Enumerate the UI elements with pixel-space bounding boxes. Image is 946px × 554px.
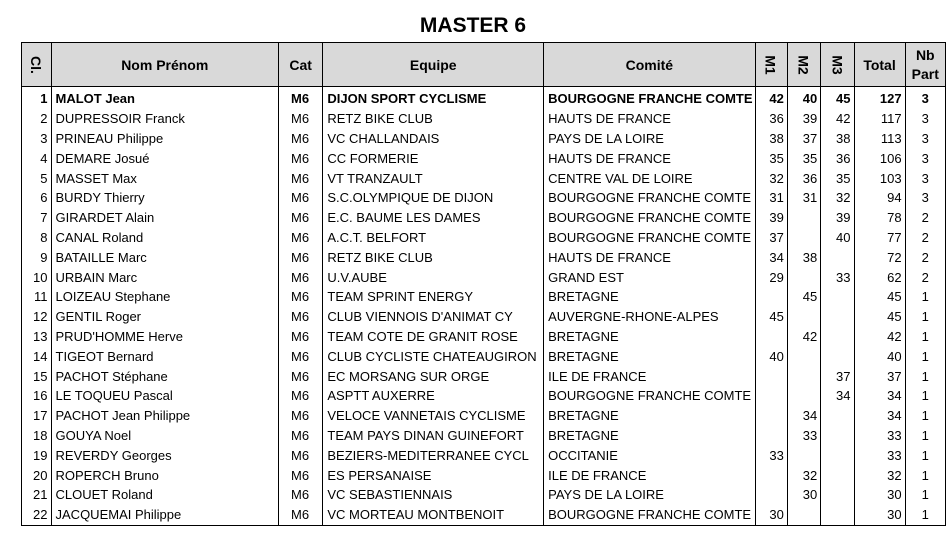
m1-cell: 35 — [755, 148, 787, 168]
header-m1: M1 — [755, 43, 787, 87]
table-row — [22, 188, 946, 208]
m3-cell — [821, 287, 854, 307]
total-cell: 40 — [854, 346, 905, 366]
table-row — [22, 109, 946, 129]
committee-cell: BOURGOGNE FRANCHE COMTE — [544, 208, 755, 228]
team-cell: ASPTT AUXERRE — [323, 386, 544, 406]
committee-cell: BOURGOGNE FRANCHE COMTE — [544, 228, 755, 248]
rank-cell: 22 — [22, 505, 52, 525]
nb-part-cell: 2 — [905, 228, 945, 248]
table-row — [22, 505, 946, 525]
nb-part-cell: 1 — [905, 346, 945, 366]
name-cell: LE TOQUEU Pascal — [51, 386, 278, 406]
m1-cell — [755, 465, 787, 485]
team-cell: TEAM PAYS DINAN GUINEFORT — [323, 426, 544, 446]
total-cell: 33 — [854, 445, 905, 465]
category-cell: M6 — [278, 87, 322, 109]
total-cell: 72 — [854, 247, 905, 267]
m1-cell — [755, 485, 787, 505]
m1-cell — [755, 406, 787, 426]
category-cell: M6 — [278, 307, 322, 327]
committee-cell: OCCITANIE — [544, 445, 755, 465]
rank-cell: 8 — [22, 228, 52, 248]
m3-cell: 38 — [821, 129, 854, 149]
m1-cell: 33 — [755, 445, 787, 465]
m2-cell: 34 — [787, 406, 820, 426]
table-row — [22, 208, 946, 228]
name-cell: BATAILLE Marc — [51, 247, 278, 267]
m1-cell: 39 — [755, 208, 787, 228]
rank-cell: 19 — [22, 445, 52, 465]
m2-cell: 30 — [787, 485, 820, 505]
m3-cell — [821, 465, 854, 485]
m1-cell: 31 — [755, 188, 787, 208]
committee-cell: BRETAGNE — [544, 406, 755, 426]
header-total: Total — [854, 43, 905, 87]
m1-cell — [755, 366, 787, 386]
m2-cell — [787, 228, 820, 248]
rank-cell: 17 — [22, 406, 52, 426]
team-cell: EC MORSANG SUR ORGE — [323, 366, 544, 386]
committee-cell: HAUTS DE FRANCE — [544, 148, 755, 168]
nb-part-cell: 1 — [905, 406, 945, 426]
m1-cell: 29 — [755, 267, 787, 287]
m3-cell — [821, 485, 854, 505]
total-cell: 113 — [854, 129, 905, 149]
m1-cell — [755, 386, 787, 406]
committee-cell: BOURGOGNE FRANCHE COMTE — [544, 87, 755, 109]
name-cell: CLOUET Roland — [51, 485, 278, 505]
category-cell: M6 — [278, 188, 322, 208]
total-cell: 78 — [854, 208, 905, 228]
m3-cell: 45 — [821, 87, 854, 109]
nb-part-cell: 3 — [905, 109, 945, 129]
name-cell: PACHOT Jean Philippe — [51, 406, 278, 426]
page-title: MASTER 6 — [419, 14, 527, 37]
table-body — [22, 87, 946, 526]
nb-part-cell: 3 — [905, 129, 945, 149]
total-cell: 33 — [854, 426, 905, 446]
nb-part-cell: 1 — [905, 386, 945, 406]
category-cell: M6 — [278, 406, 322, 426]
category-cell: M6 — [278, 327, 322, 347]
team-cell: E.C. BAUME LES DAMES — [323, 208, 544, 228]
nb-part-cell: 2 — [905, 208, 945, 228]
table-header-row — [22, 43, 946, 87]
nb-part-cell: 1 — [905, 366, 945, 386]
rank-cell: 15 — [22, 366, 52, 386]
category-cell: M6 — [278, 366, 322, 386]
m2-cell — [787, 346, 820, 366]
rank-cell: 21 — [22, 485, 52, 505]
total-cell: 62 — [854, 267, 905, 287]
team-cell: A.C.T. BELFORT — [323, 228, 544, 248]
m3-cell — [821, 445, 854, 465]
m3-cell: 40 — [821, 228, 854, 248]
committee-cell: ILE DE FRANCE — [544, 465, 755, 485]
team-cell: CC FORMERIE — [323, 148, 544, 168]
committee-cell: BRETAGNE — [544, 426, 755, 446]
team-cell: S.C.OLYMPIQUE DE DIJON — [323, 188, 544, 208]
rank-cell: 5 — [22, 168, 52, 188]
table-row — [22, 228, 946, 248]
rank-cell: 1 — [22, 87, 52, 109]
name-cell: PRUD'HOMME Herve — [51, 327, 278, 347]
nb-part-cell: 1 — [905, 485, 945, 505]
category-cell: M6 — [278, 148, 322, 168]
committee-cell: BOURGOGNE FRANCHE COMTE — [544, 188, 755, 208]
table-row — [22, 129, 946, 149]
table-row — [22, 168, 946, 188]
team-cell: VC CHALLANDAIS — [323, 129, 544, 149]
nb-part-cell: 1 — [905, 445, 945, 465]
category-cell: M6 — [278, 208, 322, 228]
nb-part-cell: 3 — [905, 87, 945, 109]
m1-cell: 38 — [755, 129, 787, 149]
m1-cell: 36 — [755, 109, 787, 129]
team-cell: VELOCE VANNETAIS CYCLISME — [323, 406, 544, 426]
table-row — [22, 307, 946, 327]
category-cell: M6 — [278, 109, 322, 129]
m3-cell: 36 — [821, 148, 854, 168]
nb-part-cell: 3 — [905, 148, 945, 168]
name-cell: GOUYA Noel — [51, 426, 278, 446]
name-cell: GIRARDET Alain — [51, 208, 278, 228]
nb-part-cell: 1 — [905, 327, 945, 347]
name-cell: URBAIN Marc — [51, 267, 278, 287]
category-cell: M6 — [278, 168, 322, 188]
table-row — [22, 406, 946, 426]
rank-cell: 14 — [22, 346, 52, 366]
category-cell: M6 — [278, 129, 322, 149]
team-cell: U.V.AUBE — [323, 267, 544, 287]
m2-cell — [787, 267, 820, 287]
committee-cell: BRETAGNE — [544, 287, 755, 307]
rank-cell: 10 — [22, 267, 52, 287]
m2-cell: 35 — [787, 148, 820, 168]
header-m2: M2 — [787, 43, 820, 87]
m1-cell — [755, 287, 787, 307]
total-cell: 32 — [854, 465, 905, 485]
header-cat: Cat — [278, 43, 322, 87]
m1-cell: 45 — [755, 307, 787, 327]
m1-cell: 37 — [755, 228, 787, 248]
team-cell: BEZIERS-MEDITERRANEE CYCL — [323, 445, 544, 465]
m2-cell: 40 — [787, 87, 820, 109]
category-cell: M6 — [278, 346, 322, 366]
total-cell: 30 — [854, 505, 905, 525]
total-cell: 42 — [854, 327, 905, 347]
m2-cell: 38 — [787, 247, 820, 267]
m2-cell — [787, 505, 820, 525]
name-cell: DUPRESSOIR Franck — [51, 109, 278, 129]
total-cell: 127 — [854, 87, 905, 109]
total-cell: 117 — [854, 109, 905, 129]
team-cell: RETZ BIKE CLUB — [323, 247, 544, 267]
m1-cell — [755, 327, 787, 347]
m1-cell — [755, 426, 787, 446]
team-cell: DIJON SPORT CYCLISME — [323, 87, 544, 109]
m1-cell: 32 — [755, 168, 787, 188]
header-nb-part: Nb Part — [905, 43, 945, 87]
total-cell: 103 — [854, 168, 905, 188]
header-committee: Comité — [544, 43, 755, 87]
m3-cell — [821, 346, 854, 366]
team-cell: CLUB VIENNOIS D'ANIMAT CY — [323, 307, 544, 327]
category-cell: M6 — [278, 465, 322, 485]
name-cell: LOIZEAU Stephane — [51, 287, 278, 307]
committee-cell: PAYS DE LA LOIRE — [544, 129, 755, 149]
total-cell: 37 — [854, 366, 905, 386]
m2-cell — [787, 386, 820, 406]
m1-cell: 40 — [755, 346, 787, 366]
name-cell: MALOT Jean — [51, 87, 278, 109]
total-cell: 34 — [854, 386, 905, 406]
table-row — [22, 366, 946, 386]
total-cell: 45 — [854, 287, 905, 307]
team-cell: CLUB CYCLISTE CHATEAUGIRON — [323, 346, 544, 366]
category-cell: M6 — [278, 445, 322, 465]
rank-cell: 12 — [22, 307, 52, 327]
committee-cell: ILE DE FRANCE — [544, 366, 755, 386]
nb-part-cell: 3 — [905, 168, 945, 188]
m2-cell: 36 — [787, 168, 820, 188]
committee-cell: BOURGOGNE FRANCHE COMTE — [544, 505, 755, 525]
m1-cell: 42 — [755, 87, 787, 109]
team-cell: VC SEBASTIENNAIS — [323, 485, 544, 505]
m3-cell: 34 — [821, 386, 854, 406]
rank-cell: 4 — [22, 148, 52, 168]
total-cell: 94 — [854, 188, 905, 208]
category-cell: M6 — [278, 386, 322, 406]
table-row — [22, 485, 946, 505]
category-cell: M6 — [278, 287, 322, 307]
committee-cell: CENTRE VAL DE LOIRE — [544, 168, 755, 188]
table-row — [22, 87, 946, 109]
name-cell: GENTIL Roger — [51, 307, 278, 327]
category-cell: M6 — [278, 426, 322, 446]
table-row — [22, 465, 946, 485]
nb-part-cell: 1 — [905, 307, 945, 327]
results-table — [21, 42, 946, 526]
committee-cell: AUVERGNE-RHONE-ALPES — [544, 307, 755, 327]
m3-cell: 35 — [821, 168, 854, 188]
name-cell: REVERDY Georges — [51, 445, 278, 465]
rank-cell: 2 — [22, 109, 52, 129]
m3-cell — [821, 426, 854, 446]
name-cell: JACQUEMAI Philippe — [51, 505, 278, 525]
total-cell: 34 — [854, 406, 905, 426]
team-cell: VC MORTEAU MONTBENOIT — [323, 505, 544, 525]
rank-cell: 9 — [22, 247, 52, 267]
committee-cell: BOURGOGNE FRANCHE COMTE — [544, 386, 755, 406]
header-team: Equipe — [323, 43, 544, 87]
rank-cell: 7 — [22, 208, 52, 228]
m2-cell — [787, 307, 820, 327]
nb-part-cell: 3 — [905, 188, 945, 208]
m3-cell — [821, 406, 854, 426]
rank-cell: 18 — [22, 426, 52, 446]
rank-cell: 3 — [22, 129, 52, 149]
nb-part-cell: 1 — [905, 505, 945, 525]
committee-cell: HAUTS DE FRANCE — [544, 247, 755, 267]
m2-cell: 33 — [787, 426, 820, 446]
name-cell: PRINEAU Philippe — [51, 129, 278, 149]
table-row — [22, 148, 946, 168]
nb-part-cell: 1 — [905, 426, 945, 446]
m2-cell: 32 — [787, 465, 820, 485]
total-cell: 106 — [854, 148, 905, 168]
m3-cell — [821, 505, 854, 525]
table-row — [22, 247, 946, 267]
team-cell: VT TRANZAULT — [323, 168, 544, 188]
table-row — [22, 267, 946, 287]
nb-part-cell: 2 — [905, 267, 945, 287]
name-cell: PACHOT Stéphane — [51, 366, 278, 386]
total-cell: 30 — [854, 485, 905, 505]
m3-cell: 39 — [821, 208, 854, 228]
category-cell: M6 — [278, 247, 322, 267]
m3-cell: 32 — [821, 188, 854, 208]
committee-cell: PAYS DE LA LOIRE — [544, 485, 755, 505]
category-cell: M6 — [278, 505, 322, 525]
m2-cell: 39 — [787, 109, 820, 129]
m2-cell: 37 — [787, 129, 820, 149]
m3-cell: 33 — [821, 267, 854, 287]
m2-cell — [787, 366, 820, 386]
m2-cell: 45 — [787, 287, 820, 307]
rank-cell: 20 — [22, 465, 52, 485]
header-name: Nom Prénom — [51, 43, 278, 87]
table-row — [22, 426, 946, 446]
rank-cell: 13 — [22, 327, 52, 347]
header-rank: Cl. — [22, 43, 52, 87]
m2-cell: 31 — [787, 188, 820, 208]
nb-part-cell: 1 — [905, 465, 945, 485]
name-cell: CANAL Roland — [51, 228, 278, 248]
table-row — [22, 445, 946, 465]
total-cell: 77 — [854, 228, 905, 248]
m3-cell — [821, 307, 854, 327]
name-cell: DEMARE Josué — [51, 148, 278, 168]
table-row — [22, 386, 946, 406]
team-cell: TEAM COTE DE GRANIT ROSE — [323, 327, 544, 347]
m3-cell — [821, 327, 854, 347]
category-cell: M6 — [278, 228, 322, 248]
table-row — [22, 346, 946, 366]
m3-cell: 42 — [821, 109, 854, 129]
m1-cell: 30 — [755, 505, 787, 525]
table-row — [22, 287, 946, 307]
team-cell: RETZ BIKE CLUB — [323, 109, 544, 129]
m3-cell: 37 — [821, 366, 854, 386]
m2-cell — [787, 208, 820, 228]
name-cell: TIGEOT Bernard — [51, 346, 278, 366]
committee-cell: BRETAGNE — [544, 346, 755, 366]
committee-cell: BRETAGNE — [544, 327, 755, 347]
name-cell: ROPERCH Bruno — [51, 465, 278, 485]
team-cell: TEAM SPRINT ENERGY — [323, 287, 544, 307]
name-cell: MASSET Max — [51, 168, 278, 188]
category-cell: M6 — [278, 485, 322, 505]
team-cell: ES PERSANAISE — [323, 465, 544, 485]
header-m3: M3 — [821, 43, 854, 87]
nb-part-cell: 1 — [905, 287, 945, 307]
rank-cell: 6 — [22, 188, 52, 208]
m2-cell: 42 — [787, 327, 820, 347]
total-cell: 45 — [854, 307, 905, 327]
m1-cell: 34 — [755, 247, 787, 267]
m3-cell — [821, 247, 854, 267]
category-cell: M6 — [278, 267, 322, 287]
rank-cell: 16 — [22, 386, 52, 406]
rank-cell: 11 — [22, 287, 52, 307]
name-cell: BURDY Thierry — [51, 188, 278, 208]
nb-part-cell: 2 — [905, 247, 945, 267]
table-row — [22, 327, 946, 347]
m2-cell — [787, 445, 820, 465]
committee-cell: GRAND EST — [544, 267, 755, 287]
committee-cell: HAUTS DE FRANCE — [544, 109, 755, 129]
